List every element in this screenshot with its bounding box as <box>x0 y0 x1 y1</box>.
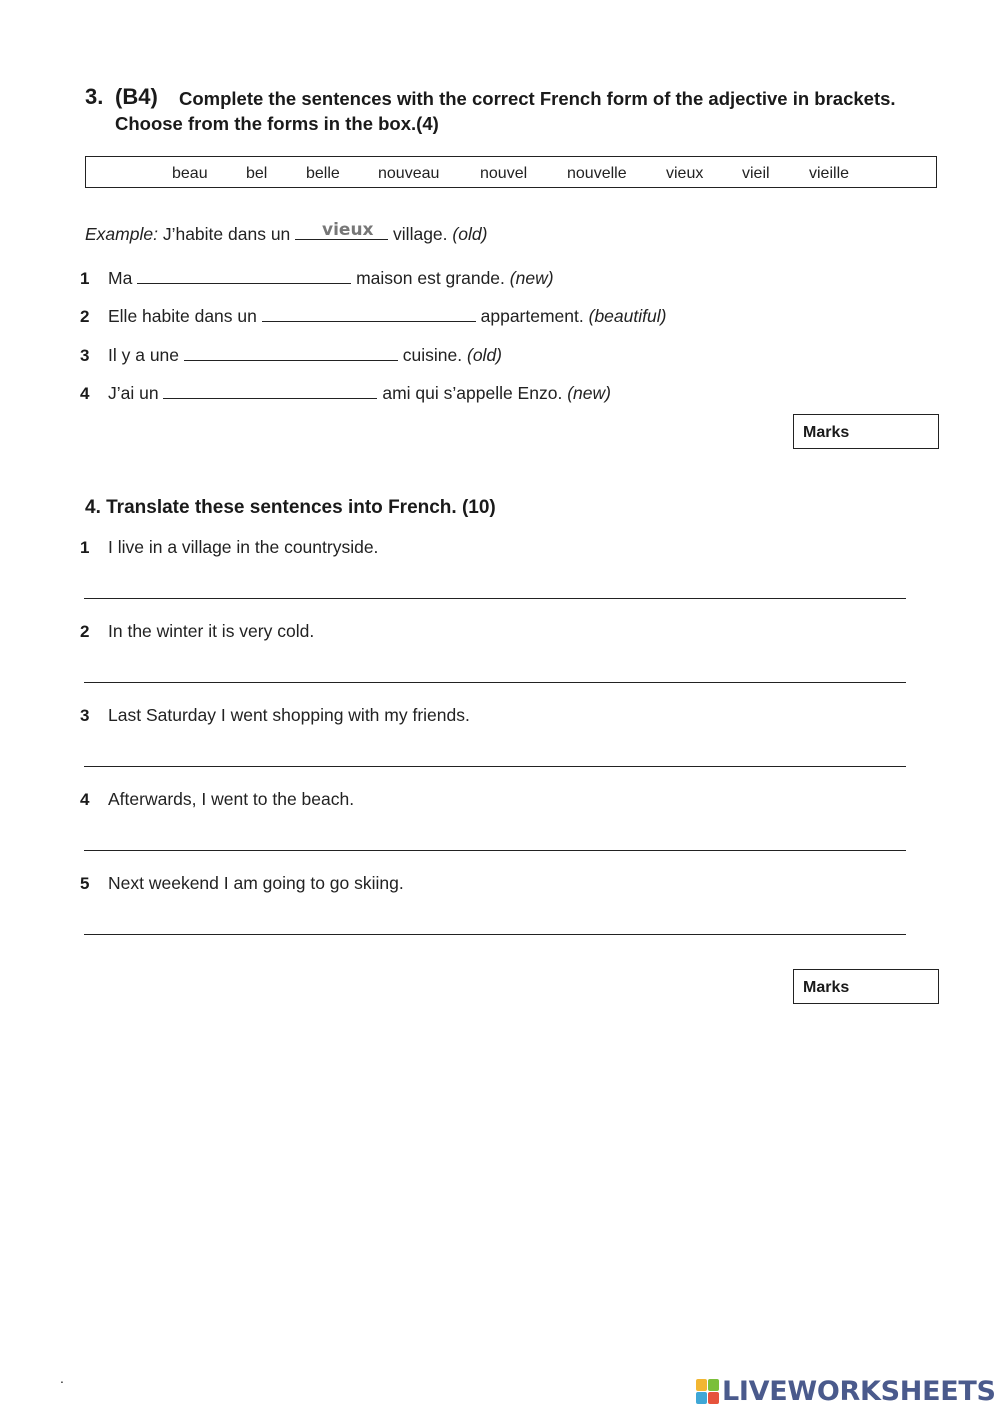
logo-tile <box>708 1379 719 1391</box>
item-after: appartement. <box>480 306 584 326</box>
answer-line[interactable] <box>84 598 906 599</box>
section-3-code: (B4) <box>115 84 158 109</box>
section-3-instruction: Complete the sentences with the correct French form of the adjective in brackets. Choose from the forms in the box.(4) <box>115 88 896 134</box>
answer-blank[interactable] <box>184 346 398 361</box>
translate-sentence: In the winter it is very cold. <box>108 621 315 641</box>
translate-sentence: Afterwards, I went to the beach. <box>108 789 355 809</box>
item-before: Il y a une <box>108 345 180 365</box>
item-before: Elle habite dans un <box>108 306 257 326</box>
item-hint: (new) <box>509 268 554 288</box>
translate-sentence: Last Saturday I went shopping with my friends. <box>108 705 470 725</box>
example-before: J’habite dans un <box>162 224 291 244</box>
word-box <box>85 156 937 188</box>
page-dot: . <box>60 1370 64 1386</box>
answer-line[interactable] <box>84 850 906 851</box>
example-after: village. <box>393 224 448 244</box>
item-number: 1 <box>80 538 90 557</box>
word-option: vieil <box>742 165 770 182</box>
section-4-heading: 4. Translate these sentences into French. (10) <box>85 497 496 518</box>
item-after: ami qui s’appelle Enzo. <box>382 383 563 403</box>
item-number: 4 <box>80 790 90 809</box>
answer-line[interactable] <box>84 766 906 767</box>
item-before: J’ai un <box>108 383 159 403</box>
word-option: vieux <box>666 165 704 182</box>
word-option: beau <box>172 165 208 182</box>
word-option: nouveau <box>378 165 440 182</box>
item-after: cuisine. <box>402 345 463 365</box>
item-hint: (old) <box>467 345 503 365</box>
item-hint: (new) <box>567 383 611 403</box>
marks-box: Marks <box>793 414 939 449</box>
answer-blank[interactable] <box>137 269 351 284</box>
word-option: nouvel <box>480 165 528 182</box>
example-label: Example: <box>85 224 158 244</box>
example-line <box>85 224 487 245</box>
word-option: bel <box>246 165 268 182</box>
translate-sentence: I live in a village in the countryside. <box>108 537 379 557</box>
item-number: 4 <box>80 384 90 403</box>
answer-blank[interactable] <box>262 307 476 322</box>
fill-item <box>108 306 666 327</box>
item-number: 3 <box>80 706 90 725</box>
answer-line[interactable] <box>84 682 906 683</box>
fill-item <box>108 383 611 404</box>
item-before: Ma <box>108 268 133 288</box>
answer-blank[interactable] <box>163 384 377 399</box>
fill-item <box>108 345 502 366</box>
answer-line[interactable] <box>84 934 906 935</box>
item-number: 1 <box>80 269 90 288</box>
item-number: 5 <box>80 874 90 893</box>
item-number: 2 <box>80 622 90 641</box>
word-option: vieille <box>809 165 850 182</box>
item-number: 2 <box>80 307 90 326</box>
logo-tiles-icon <box>696 1379 720 1405</box>
item-after: maison est grande. <box>356 268 505 288</box>
marks-box: Marks <box>793 969 939 1004</box>
logo-tile <box>696 1379 707 1391</box>
example-hint: (old) <box>452 224 488 244</box>
logo-text: LIVEWORKSHEETS <box>722 1376 996 1407</box>
word-option: belle <box>306 165 340 182</box>
example-answer: vieux <box>322 220 374 240</box>
section-3-number: 3. <box>85 84 104 109</box>
item-number: 3 <box>80 346 90 365</box>
logo-tile <box>708 1392 719 1404</box>
fill-item <box>108 268 554 289</box>
item-hint: (beautiful) <box>588 306 667 326</box>
word-option: nouvelle <box>567 165 627 182</box>
translate-sentence: Next weekend I am going to go skiing. <box>108 873 404 893</box>
logo-tile <box>696 1392 707 1404</box>
